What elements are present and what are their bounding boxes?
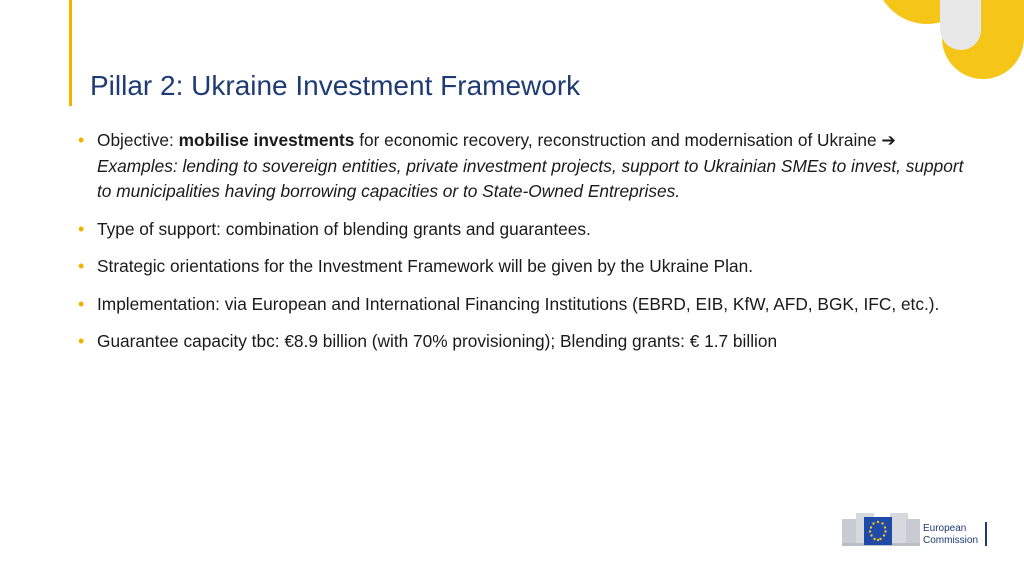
logo-divider	[985, 522, 987, 546]
bullet-icon: •	[78, 293, 85, 314]
bullet-icon: •	[78, 218, 85, 239]
european-commission-logo	[842, 505, 990, 549]
bullet-icon: •	[78, 130, 85, 150]
implementation-text: Implementation: via European and International Financing Institutions (EBRD, EIB, KfW, AFD, BGK, IFC, etc.).	[97, 293, 940, 314]
arrow-right-icon: ➔	[881, 130, 896, 150]
page-title: Pillar 2: Ukraine Investment Framework	[90, 70, 581, 101]
decorative-shapes	[854, 0, 1024, 100]
list-item	[78, 128, 978, 205]
logo-text	[923, 523, 978, 547]
objective-text: for economic recovery, reconstruction and modernisation of Ukraine	[354, 130, 882, 150]
bullet-icon: •	[78, 331, 85, 351]
bullet-icon: •	[78, 256, 85, 276]
logo-line-european: European	[923, 523, 967, 534]
support-text: Type of support: combination of blending grants and guarantees.	[97, 218, 591, 239]
list-item	[78, 217, 978, 243]
list-item	[78, 329, 978, 355]
list-item	[78, 254, 978, 280]
objective-bold: mobilise investments	[178, 130, 355, 150]
objective-examples: Examples: lending to sovereign entities, private investment projects, support to Ukrainian SMEs to invest, support to municipalities having borrowing capacities or to State-Owned Entreprises.	[97, 155, 964, 201]
accent-line	[69, 0, 72, 106]
commission-building-icon	[842, 505, 922, 549]
objective-label: Objective:	[97, 130, 179, 150]
list-item	[78, 292, 978, 318]
guarantee-text: Guarantee capacity tbc: €8.9 billion (with 70% provisioning); Blending grants: € 1.7 billion	[97, 331, 778, 351]
orientations-text: Strategic orientations for the Investment Framework will be given by the Ukraine Plan.	[97, 256, 754, 276]
bullet-list	[78, 128, 978, 367]
logo-line-commission: Commission	[923, 535, 979, 546]
